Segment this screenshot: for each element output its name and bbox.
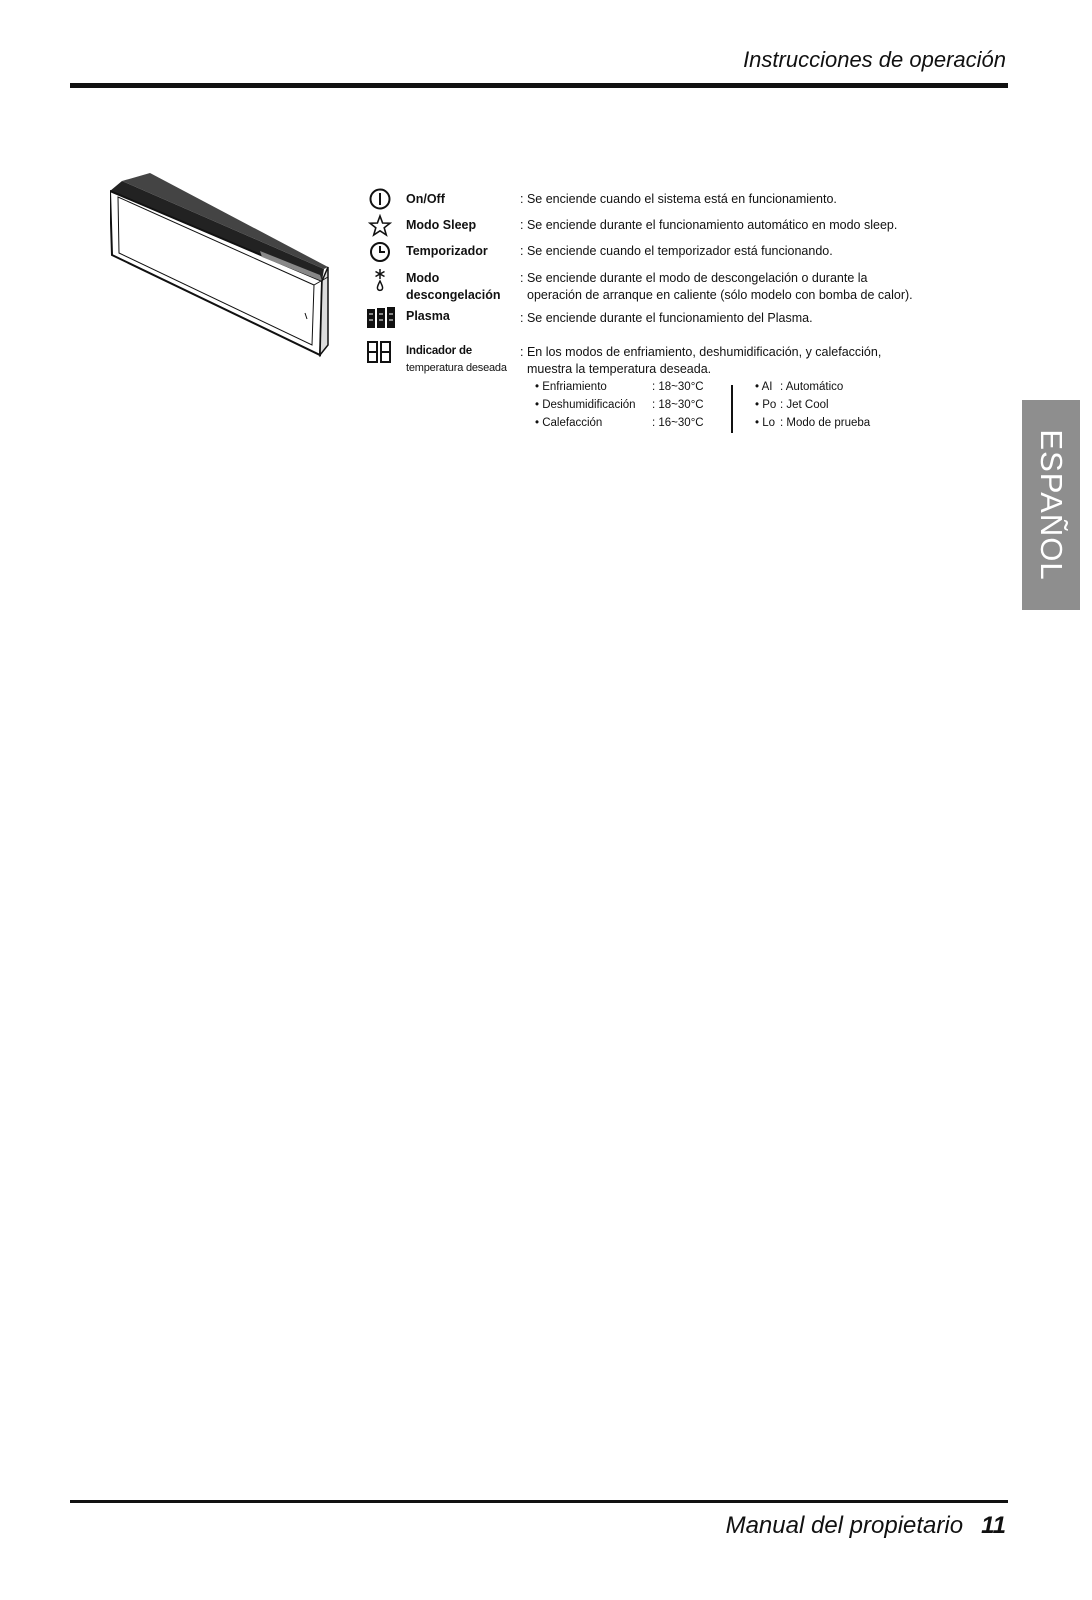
- footer-rule: [70, 1500, 1008, 1503]
- indoor-unit-illustration: [110, 173, 335, 365]
- display-code-ai: • AI: [755, 381, 773, 393]
- language-tab: [1022, 400, 1080, 610]
- clock-icon: [368, 240, 392, 264]
- indicator-desc-defrost: : Se enciende durante el modo de descongelación o durante la: [520, 271, 868, 285]
- defrost-icon: [368, 268, 392, 292]
- indicator-desc-defrost-2: operación de arranque en caliente (sólo modelo con bomba de calor).: [527, 288, 913, 302]
- indicator-label-defrost-2: descongelación: [406, 288, 501, 302]
- indicator-label-timer: Temporizador: [406, 244, 488, 258]
- display-code-lo: • Lo: [755, 417, 776, 429]
- indicator-label-temp-2: temperatura deseada: [406, 362, 507, 374]
- display-meaning-ai: : Automático: [780, 381, 844, 393]
- star-icon: [368, 214, 392, 238]
- indicator-label-plasma: Plasma: [406, 309, 450, 323]
- page-footer: [726, 1512, 1006, 1540]
- temp-mode-cooling: • Enfriamiento: [535, 381, 607, 393]
- display-code-po: • Po: [755, 399, 777, 411]
- list-divider: [731, 385, 733, 433]
- page-number: 11: [981, 1512, 1006, 1539]
- temp-mode-dehumid: • Deshumidificación: [535, 399, 636, 411]
- indicator-desc-timer: : Se enciende cuando el temporizador está funcionando.: [520, 244, 833, 258]
- indicator-desc-temp-2: muestra la temperatura deseada.: [527, 362, 712, 376]
- header-rule: [70, 83, 1008, 88]
- temp-mode-heating: • Calefacción: [535, 417, 603, 429]
- digital-display-icon: [366, 340, 394, 364]
- indicator-label-temp: Indicador de: [406, 345, 472, 357]
- indicator-desc-sleep: : Se enciende durante el funcionamiento automático en modo sleep.: [520, 218, 898, 232]
- indicator-label-onoff: On/Off: [406, 192, 445, 206]
- temp-range-cooling: : 18~30°C: [652, 381, 704, 393]
- indicator-desc-plasma: : Se enciende durante el funcionamiento del Plasma.: [520, 311, 813, 325]
- indicator-label-sleep: Modo Sleep: [406, 218, 477, 232]
- page-header-title: Instrucciones de operación: [743, 47, 1006, 72]
- indicator-label-defrost: Modo: [406, 271, 440, 285]
- temp-range-dehumid: : 18~30°C: [652, 399, 704, 411]
- display-meaning-lo: : Modo de prueba: [780, 417, 871, 429]
- footer-title: Manual del propietario: [725, 1512, 964, 1539]
- power-icon: [368, 187, 392, 211]
- display-meaning-po: : Jet Cool: [780, 399, 829, 411]
- indicator-desc-onoff: : Se enciende cuando el sistema está en funcionamiento.: [520, 192, 837, 206]
- indicator-desc-temp: : En los modos de enfriamiento, deshumidificación, y calefacción,: [520, 345, 882, 359]
- temp-range-heating: : 16~30°C: [652, 417, 704, 429]
- plasma-icon: [366, 306, 396, 330]
- language-tab-label: ESPAÑOL: [1034, 429, 1069, 581]
